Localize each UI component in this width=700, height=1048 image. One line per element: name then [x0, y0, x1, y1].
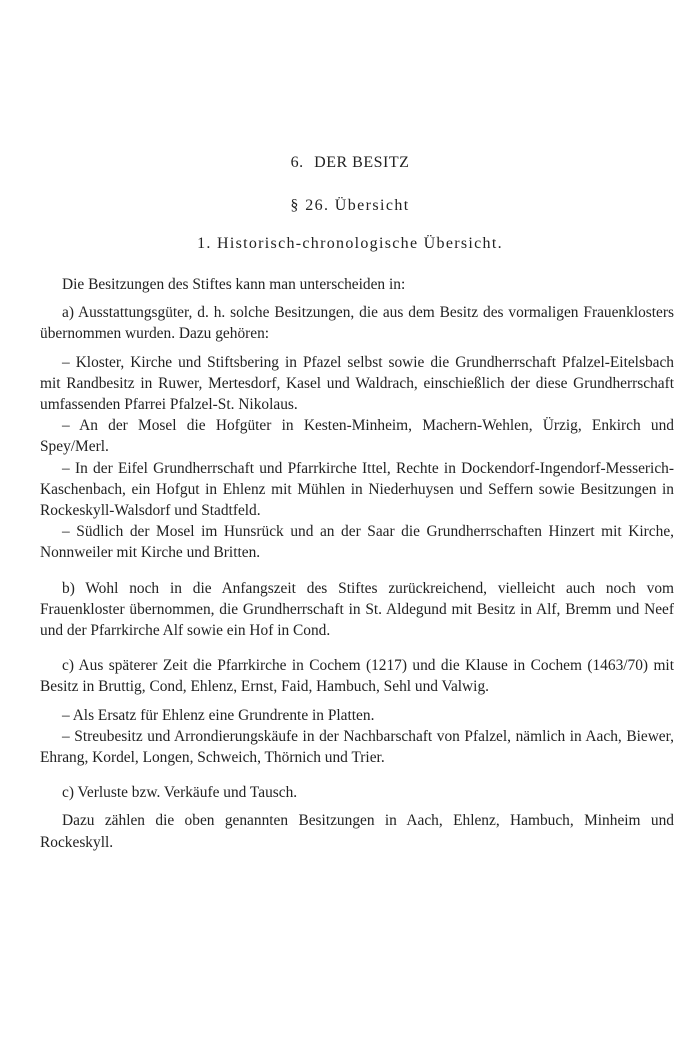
- paragraph-item-a: a) Ausstattungsgüter, d. h. solche Besitzungen, die aus dem Besitz des vormaligen Frauenklosters übernommen wurden. Dazu gehören:: [40, 304, 674, 343]
- paragraph-dash-eifel: – In der Eifel Grundherrschaft und Pfarrkirche Ittel, Rechte in Dockendorf-Ingendorf-Messerich-Kaschenbach, ein Hofgut in Ehlenz mit Mühlen in Niederhuysen und Seffern sowie Besitzungen in Rockeskyll-Walsdorf und Stadtfeld.: [40, 459, 674, 520]
- paragraph-dash-platten: – Als Ersatz für Ehlenz eine Grundrente in Platten.: [62, 706, 375, 724]
- subsection-heading: [0, 234, 700, 254]
- chapter-number: 6.: [290, 154, 304, 171]
- subsection-title: 1. Historisch-chronologische Übersicht.: [197, 235, 503, 252]
- paragraph-losses-detail: Dazu zählen die oben genannten Besitzungen in Aach, Ehlenz, Hambuch, Minheim und Rockeskyll.: [40, 812, 674, 851]
- paragraph-item-c-losses: c) Verluste bzw. Verkäufe und Tausch.: [62, 784, 298, 802]
- paragraph-dash-hunsrueck: – Südlich der Mosel im Hunsrück und an der Saar die Grundherrschaften Hinzert mit Kirche, Nonnweiler mit Kirche und Britten.: [40, 523, 674, 562]
- body-text: [40, 274, 674, 853]
- paragraph-item-c: c) Aus späterer Zeit die Pfarrkirche in Cochem (1217) und die Klause in Cochem (1463/70) mit Besitz in Bruttig, Cond, Ehlenz, Ernst, Faid, Hambuch, Sehl und Valwig.: [40, 657, 674, 696]
- chapter-heading: [0, 153, 700, 173]
- chapter-title: DER BESITZ: [314, 154, 410, 171]
- paragraph-item-b: b) Wohl noch in die Anfangszeit des Stiftes zurückreichend, vielleicht auch noch vom Frauenkloster übernommen, die Grundherrschaft in St. Aldegund mit Besitz in Alf, Bremm und Neef und der Pfarrkirche Alf sowie ein Hof in Cond.: [40, 579, 674, 640]
- paragraph-intro: Die Besitzungen des Stiftes kann man unterscheiden in:: [62, 276, 406, 293]
- paragraph-dash-pfalzel: – Kloster, Kirche und Stiftsbering in Pfazel selbst sowie die Grundherrschaft Pfalzel-Eitelsbach mit Randbesitz in Ruwer, Mertesdorf, Kasel und Waldrach, einschießlich der diese Grundherrschaft umfassenden Pfarrei Pfalzel-St. Nikolaus.: [40, 353, 674, 414]
- section-heading: [0, 196, 700, 216]
- paragraph-dash-streubesitz: – Streubesitz und Arrondierungskäufe in der Nachbarschaft von Pfalzel, nämlich in Aach, Biewer, Ehrang, Kordel, Longen, Schweich, Thörnich und Trier.: [40, 727, 674, 767]
- paragraph-dash-mosel: – An der Mosel die Hofgüter in Kesten-Minheim, Machern-Wehlen, Ürzig, Enkirch und Spey/Merl.: [40, 417, 674, 456]
- section-symbol: §: [290, 197, 300, 214]
- section-title: 26. Übersicht: [305, 197, 410, 214]
